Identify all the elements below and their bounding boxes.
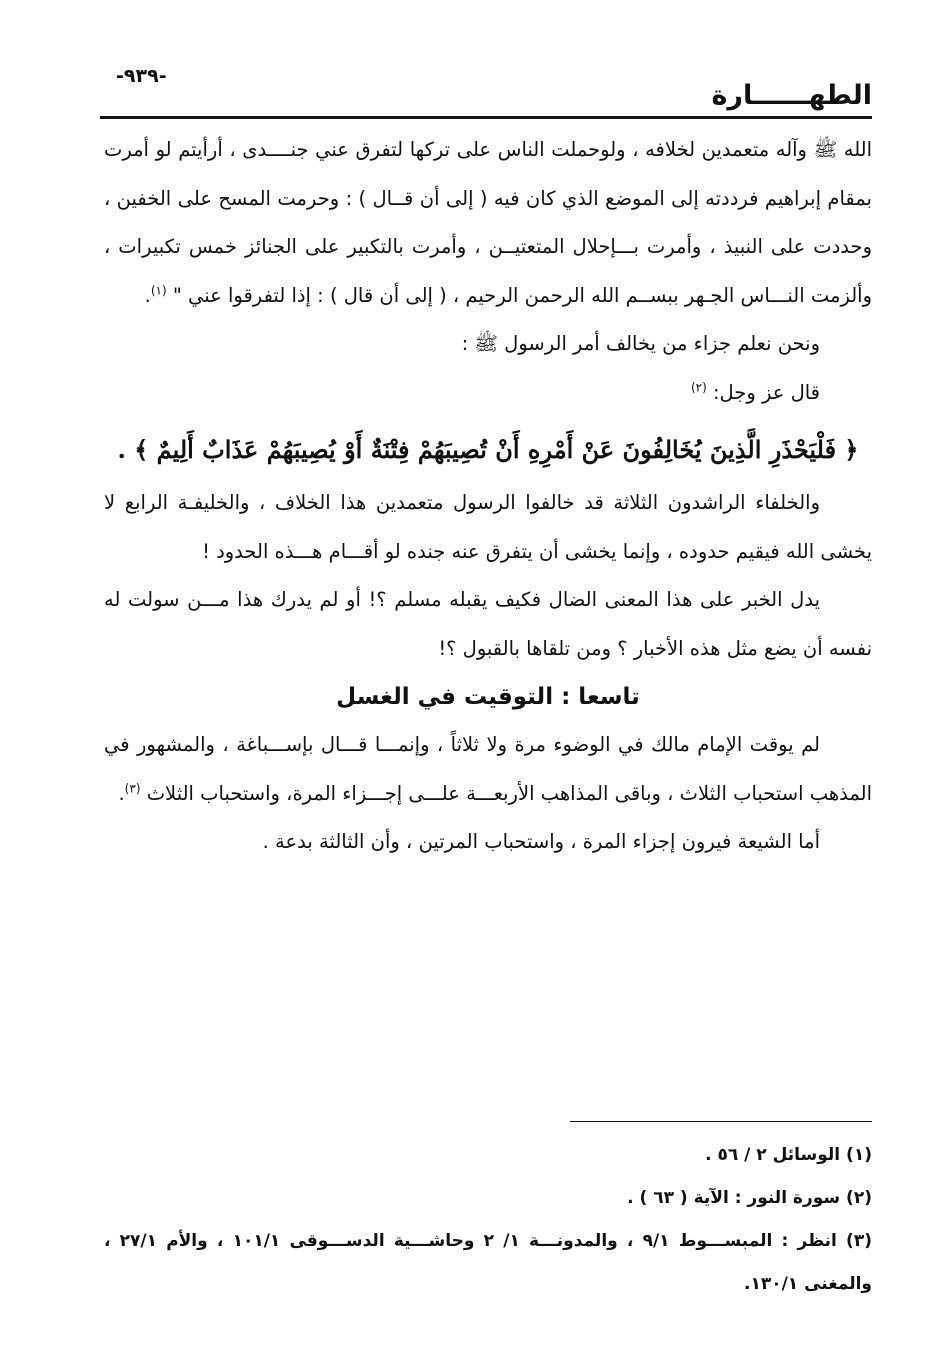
quote-intro-text: قال عز وجل: — [712, 380, 820, 404]
main-text — [104, 126, 872, 867]
text-line: الرحمن الرحيم ، ( إلى أن قال ) : إذا لتفرقوا عني " — [172, 283, 585, 307]
paragraph-penalty: ونحن نعلم جزاء من يخالف أمر الرسول ﷺ : — [461, 332, 820, 355]
paragraph-caliphs: والخلفاء الراشدون الثلاثة قد خالفوا الرسول متعمدين هذا الخلاف ، والخليفـة الرابع لا يخشى الله فيقيم حدوده ، وإنما يخشى أن يتفرق عنه جنده لو أقـــام هـــذه الحدود ! — [104, 491, 872, 563]
quran-verse: ﴿ فَلْيَحْذَرِ الَّذِينَ يُخَالِفُونَ عَنْ أَمْرِهِ أَنْ تُصِيبَهُمْ فِتْنَةٌ أَوْ يُصِيبَهُمْ عَذَابٌ أَلِيمٌ ﴾ . — [117, 435, 859, 464]
page-number: -٩٣٩- — [116, 65, 167, 87]
footnote-1: (١) الوسائل ٢ / ٥٦ . — [705, 1145, 872, 1165]
section-heading: تاسعا : التوقيت في الغسل — [336, 684, 640, 710]
paragraph-malik — [104, 721, 872, 818]
text-line: وحرمت المسح على الخفين ، وحددت على النبيذ ، وأمرت بـــإحلال المتعتيــن ، — [104, 186, 872, 258]
text-line: وأمرت بالتكبير على الجنائز خمس تكبيرات ، وألزمت النـــاس الجـهر ببســم الله — [104, 235, 872, 307]
paragraph-quote-intro — [104, 369, 872, 418]
paragraph-rebuttal: يدل الخبر على هذا المعنى الضال فكيف يقبله مسلم ؟! أو لم يدرك هذا مـــن سولت له نفسه أن يضع مثل هذه الأخبار ؟ ومن تلقاها بالقبول ؟! — [104, 588, 872, 660]
text-line: أرأيتم لو أمرت بمقام إبراهيم فرددته إلى الموضع الذي كان فيه ( إلى أن قــال ) : — [104, 138, 872, 210]
malik-text: لم يوقت الإمام مالك في الوضوء مرة ولا ثلاثاً ، وإنمـــا قـــال بإســـباغة ، والمشهور في المذهب استحباب الثلاث ، وباقى المذاهب الأربعـــة علـــى إجـــزاء المرة، واستحباب الثلاث — [104, 733, 872, 805]
paragraph-shia: أما الشيعة فيرون إجزاء المرة ، واستحباب المرتين ، وأن الثالثة بدعة . — [262, 830, 820, 853]
chapter-title: الطهــــــارة — [711, 80, 872, 111]
header-rule — [100, 116, 872, 119]
footnotes — [104, 1134, 872, 1306]
sentence-end: . — [118, 781, 125, 805]
footnote-3: (٣) انظر : المبســـوط ٩/١ ، والمدونـــة ١/ ٢ وحاشـــية الدســـوقى ١٠١/١ ، والأم ٢٧/١ ، والمغنى ١٣٠/١. — [104, 1231, 872, 1294]
footnote-2: (٢) سورة النور : الآية ( ٦٣ ) . — [627, 1188, 872, 1208]
paragraph-hadith-continuation — [104, 126, 872, 320]
page-header — [100, 60, 872, 118]
footnote-separator — [570, 1121, 872, 1122]
footnote-ref-2[interactable]: (٢) — [690, 380, 707, 394]
sentence-end: . — [144, 283, 151, 307]
footnote-ref-1[interactable]: (١) — [150, 283, 167, 297]
text-line: الله ﷺ وآله متعمدين لخلافه ، ولوحملت الناس على تركها لتفرق عني جنــــدى ، — [229, 138, 873, 161]
footnote-ref-3[interactable]: (٣) — [124, 781, 141, 795]
